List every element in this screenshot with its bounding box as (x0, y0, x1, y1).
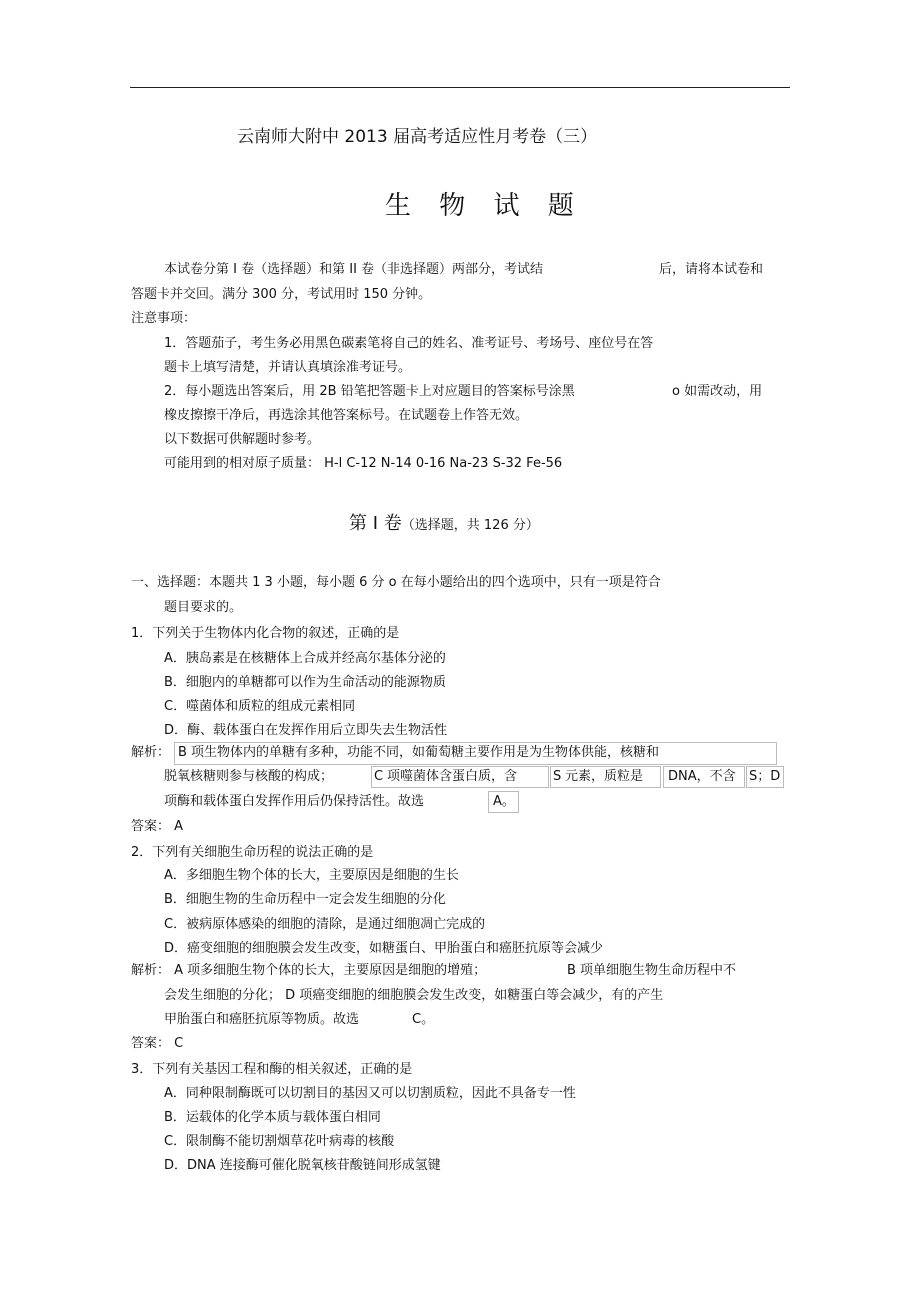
q1-analysis-line2-p6: DNA，不含 (668, 769, 736, 784)
q2-option-c: C．被病原体感染的细胞的清除，是通过细胞凋亡完成的 (164, 917, 486, 932)
q2-option-a: A．多细胞生物个体的长大，主要原因是细胞的生长 (164, 868, 459, 883)
q1-answer: 答案： A (131, 819, 184, 834)
q1-option-b: B．细胞内的单糖都可以作为生命活动的能源物质 (164, 675, 446, 690)
note2-line1-a: 2．每小题选出答案后，用 2B 铅笔把答题卡上对应题目的答案标号涂黑 (164, 384, 575, 399)
q2-analysis-line2: 会发生细胞的分化； D 项癌变细胞的细胞膜会发生改变，如糖蛋白等会减少，有的产生 (164, 988, 664, 1003)
q1-analysis-line3-p2: A。 (493, 794, 515, 809)
q1-analysis-line2-p5: 元素，质粒是 (565, 769, 644, 784)
q1-option-a: A．胰岛素是在核糖体上合成并经高尔基体分泌的 (164, 651, 446, 666)
q1-option-c: C．噬菌体和质粒的组成元素相同 (164, 699, 356, 714)
q1-option-d: D．酶、载体蛋白在发挥作用后立即失去生物活性 (164, 723, 448, 738)
q2-option-d: D．癌变细胞的细胞膜会发生改变，如糖蛋白、甲胎蛋白和癌胚抗原等会减少 (164, 941, 604, 956)
intro-line1-b: 后，请将本试卷和 (659, 262, 764, 277)
atomic-mass-line: 可能用到的相对原子质量： H-l C-12 N-14 0-16 Na-23 S-32 Fe-56 (164, 456, 563, 471)
reference-line: 以下数据可供解题时参考。 (164, 432, 321, 447)
note2-line1-b: o 如需改动，用 (672, 384, 763, 399)
q1-stem: 1．下列关于生物体内化合物的叙述，正确的是 (131, 626, 400, 641)
q1-analysis-label: 解析： (131, 745, 171, 760)
part1-instruction-line1: 一、选择题：本题共 1 3 小题，每小题 6 分 o 在每小题给出的四个选项中，只有一项是符合 (131, 575, 661, 590)
top-rule (130, 87, 790, 88)
q1-analysis-line2-p7: S；D (749, 769, 781, 784)
q3-option-b: B．运载体的化学本质与载体蛋白相同 (164, 1110, 381, 1125)
q2-answer: 答案： C (131, 1036, 184, 1051)
subject-title: 生 物 试 题 (385, 191, 584, 221)
q2-analysis-line3-a: 甲胎蛋白和癌胚抗原等物质。故选 (164, 1012, 360, 1027)
q2-stem: 2．下列有关细胞生命历程的说法正确的是 (131, 845, 374, 860)
intro-line1-a: 本试卷分第 I 卷（选择题）和第 II 卷（非选择题）两部分，考试结 (164, 262, 544, 277)
section-subtitle: （选择题，共 126 分） (401, 518, 539, 533)
q1-analysis-line1: B 项生物体内的单糖有多种，功能不同，如葡萄糖主要作用是为生物体供能，核糖和 (178, 745, 660, 760)
note2-line2: 橡皮擦擦干净后，再选涂其他答案标号。在试题卷上作答无效。 (164, 408, 529, 423)
note1-line1: 1．答题茄子，考生务必用黑色碳素笔将自己的姓名、准考证号、考场号、座位号在答 (164, 336, 654, 351)
intro-line2: 答题卡并交回。满分 300 分，考试用时 150 分钟。 (131, 287, 432, 302)
exam-school-title: 云南师大附中 2013 届高考适应性月考卷（三） (237, 127, 598, 147)
q1-analysis-line2-p3: 项噬菌体含蛋白质，含 (387, 769, 518, 784)
notes-heading: 注意事项： (131, 311, 197, 326)
section-title-main: 第 I 卷 (349, 513, 402, 534)
note1-line2: 题卡上填写清楚，并请认真填涂准考证号。 (164, 360, 412, 375)
q1-analysis-line3-p1: 项酶和载体蛋白发挥作用后仍保持活性。故选 (164, 794, 425, 809)
q2-analysis-line3-b: C。 (412, 1012, 435, 1027)
q3-stem: 3．下列有关基因工程和酶的相关叙述，正确的是 (131, 1062, 413, 1077)
q1-analysis-line2-p4: S (553, 769, 562, 784)
q2-option-b: B．细胞生物的生命历程中一定会发生细胞的分化 (164, 892, 446, 907)
part1-instruction-line2: 题目要求的。 (164, 600, 243, 615)
q2-analysis-line1-a: 解析： A 项多细胞生物个体的长大，主要原因是细胞的增殖； (131, 963, 487, 978)
q3-option-a: A．同种限制酶既可以切割目的基因又可以切割质粒，因此不具备专一性 (164, 1086, 576, 1101)
q1-analysis-line2-p1: 脱氧核糖则参与核酸的构成； (164, 769, 334, 784)
q3-option-d: D．DNA 连接酶可催化脱氧核苷酸链间形成氢键 (164, 1158, 441, 1173)
q1-analysis-line2-p2: C (374, 769, 384, 784)
section-title (349, 515, 539, 533)
q3-option-c: C．限制酶不能切割烟草花叶病毒的核酸 (164, 1134, 395, 1149)
q2-analysis-line1-b: B 项单细胞生物生命历程中不 (567, 963, 737, 978)
